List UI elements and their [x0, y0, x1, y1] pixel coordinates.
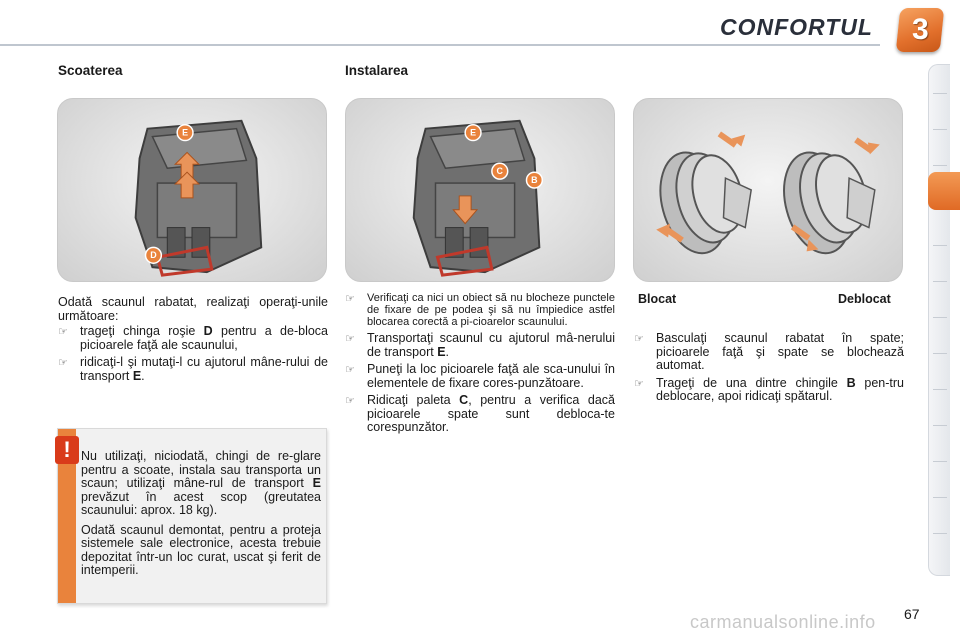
tab-separator	[933, 165, 947, 166]
removal-step	[58, 325, 328, 352]
removal-step-text: ridicaţi-l şi mutaţi-l cu ajutorul mâne-rului de transport E.	[80, 355, 328, 383]
tab-separator	[933, 317, 947, 318]
lock-step-text: Basculaţi scaunul rabatat în spate; picioarele faţă şi spate se blochează automat.	[656, 331, 904, 372]
tab-separator	[933, 497, 947, 498]
warning-text	[81, 450, 321, 584]
install-step	[345, 292, 615, 328]
warning-exclamation-icon: !	[55, 436, 79, 464]
page-header	[0, 0, 960, 60]
seat-install-drawing	[346, 99, 614, 281]
section-title-install: Instalarea	[345, 63, 409, 78]
tab-separator	[933, 425, 947, 426]
install-step-text: Transportaţi scaunul cu ajutorul mâ-nerului de transport E.	[367, 331, 615, 359]
install-step-text: Puneţi la loc picioarele faţă ale sca-unului în elementele de fixare cores-punzătoare.	[367, 362, 615, 390]
leg-locked	[650, 131, 751, 260]
pointing-hand-icon: ☞	[634, 333, 644, 345]
callout-b-label: B	[531, 175, 538, 186]
tab-separator	[933, 353, 947, 354]
section-title-removal: Scoaterea	[58, 63, 123, 78]
lock-instructions	[634, 332, 904, 408]
install-step	[345, 363, 615, 390]
warning-paragraph: Nu utilizaţi, niciodată, chingi de re-glare pentru a scoate, instala sau transporta un scaun; utilizaţi mâne-rul de transport E prevăzut în acest scop (greutatea scaunului: aprox. 18 kg).	[81, 449, 321, 517]
pointing-hand-icon: ☞	[58, 326, 68, 338]
illustration-seat-removal	[57, 98, 327, 282]
callout-c-label: C	[496, 166, 503, 177]
tab-separator	[933, 389, 947, 390]
chapter-number: 3	[911, 13, 929, 46]
install-step-text: Verificaţi ca nici un obiect să nu blocheze punctele de fixare de pe podea şi să nu împiedice astfel blocarea corectă a pi-cioarelor scaunului.	[367, 292, 615, 328]
header-rule	[0, 44, 880, 46]
label-locked: Blocat	[638, 292, 677, 306]
lock-step	[634, 332, 904, 373]
install-instructions	[345, 292, 615, 439]
tab-separator	[933, 245, 947, 246]
illustration-seat-install	[345, 98, 615, 282]
pointing-hand-icon: ☞	[345, 395, 355, 407]
tab-separator	[933, 281, 947, 282]
callout-d-label: D	[150, 250, 157, 261]
install-step-text: Ridicaţi paleta C, pentru a verifica dacă picioarele spate sunt debloca-te corespunzător.	[367, 393, 615, 434]
callout-e-label: E	[182, 127, 189, 138]
install-step	[345, 332, 615, 359]
label-unlocked: Deblocat	[838, 292, 891, 306]
callout-e-label: E	[470, 127, 477, 138]
removal-intro: Odată scaunul rabatat, realizaţi operaţi-unile următoare:	[58, 295, 328, 323]
tab-separator	[933, 461, 947, 462]
illustration-lock-states	[633, 98, 903, 282]
tab-separator	[933, 129, 947, 130]
pointing-hand-icon: ☞	[345, 364, 355, 376]
tab-separator	[933, 533, 947, 534]
lock-step	[634, 377, 904, 404]
removal-step-text: trageţi chinga roşie D pentru a de-bloca picioarele faţă ale scaunului,	[80, 324, 329, 352]
pointing-hand-icon: ☞	[345, 333, 355, 345]
pointing-hand-icon: ☞	[634, 377, 644, 390]
page-number: 67	[904, 606, 920, 622]
leg-unlocked	[774, 137, 880, 260]
removal-step	[58, 356, 328, 383]
lock-states-drawing	[634, 99, 902, 281]
warning-paragraph: Odată scaunul demontat, pentru a proteja sistemele sale electronice, acesta trebuie depozitat într-un loc curat, uscat şi ferit de intemperii.	[81, 522, 321, 577]
install-step	[345, 394, 615, 435]
watermark: carmanualsonline.info	[690, 612, 876, 632]
tab-separator	[933, 93, 947, 94]
chapter-tab-strip	[928, 64, 950, 576]
lock-step-text: Trageţi de una dintre chingile B pen-tru deblocare, apoi ridicaţi spătarul.	[656, 375, 904, 403]
removal-instructions	[58, 296, 328, 387]
chapter-title: CONFORTUL	[720, 14, 873, 40]
seat-removal-drawing	[58, 99, 326, 281]
chapter-tab-active[interactable]	[928, 172, 960, 210]
pointing-hand-icon: ☞	[58, 357, 68, 369]
chapter-number-badge	[896, 8, 945, 52]
pointing-hand-icon: ☞	[345, 293, 355, 305]
